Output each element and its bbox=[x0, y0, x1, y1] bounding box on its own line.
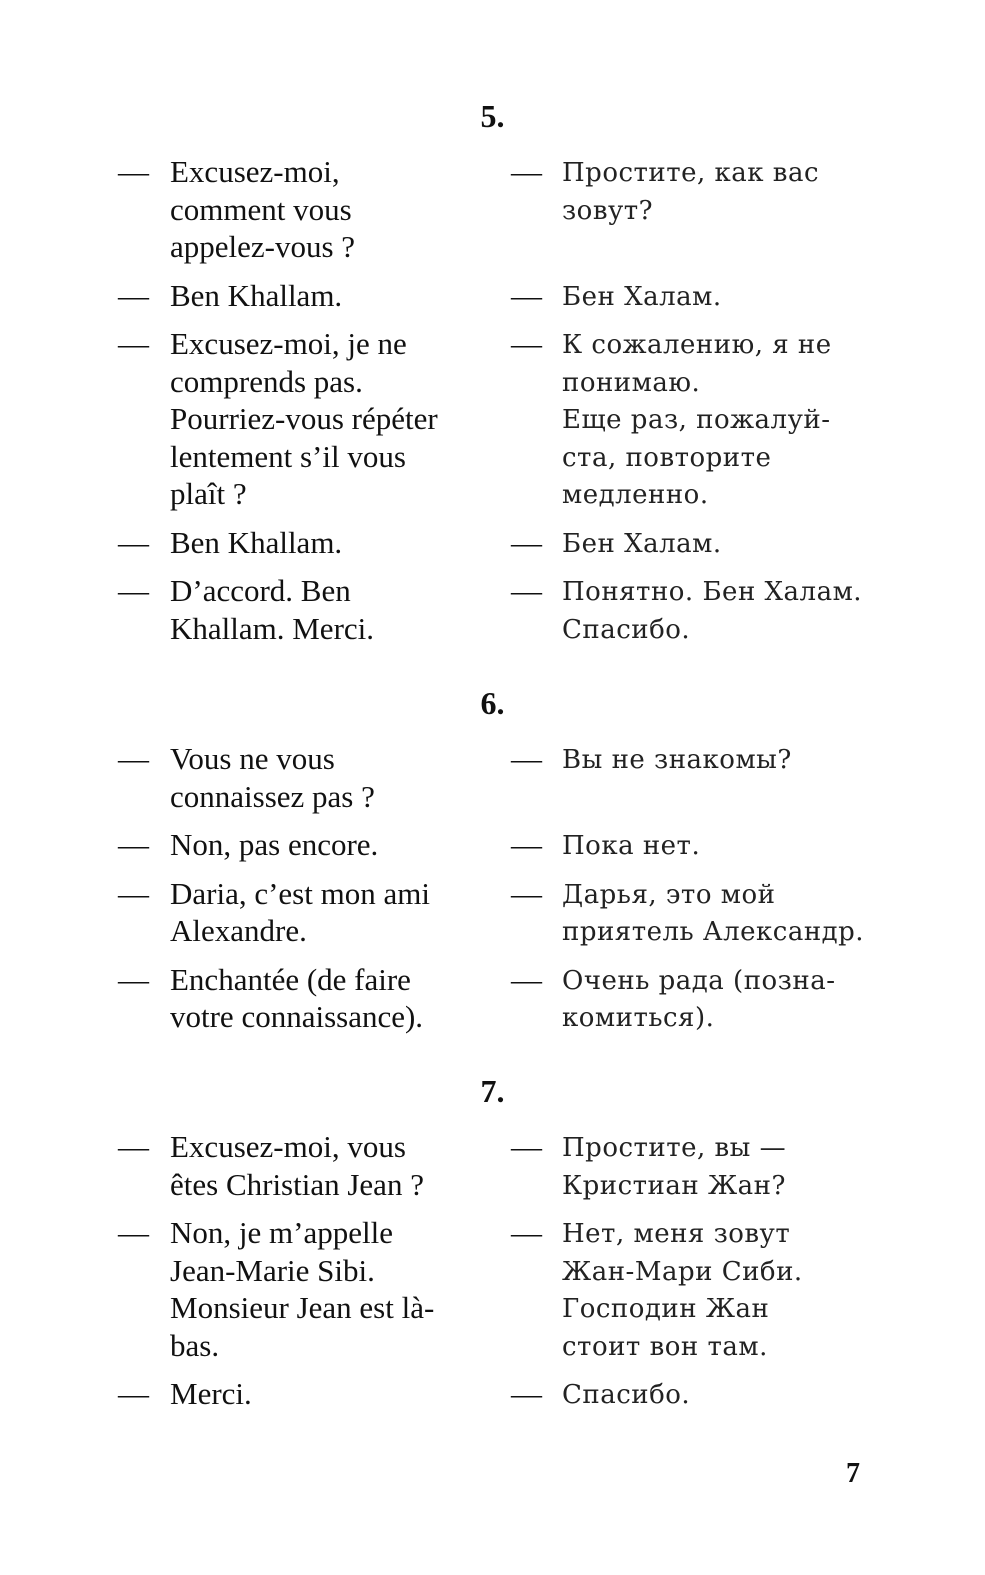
dialogue-dash: — bbox=[511, 277, 542, 313]
french-line: êtes Christian Jean ? bbox=[170, 1166, 424, 1202]
dialogue-dash: — bbox=[511, 961, 542, 997]
dialogue-dash: — bbox=[511, 1129, 542, 1164]
russian-line: ста, повторите bbox=[562, 442, 772, 473]
dialogue-dash: — bbox=[118, 827, 149, 862]
french-line: D’accord. Ben bbox=[170, 573, 351, 608]
french-line: lentement s’il vous bbox=[170, 438, 406, 474]
french-line: Merci. bbox=[170, 1376, 252, 1411]
dialogue-dash: — bbox=[511, 154, 542, 189]
russian-line: Вы не знакомы? bbox=[562, 745, 792, 775]
russian-line: стоит вон там. bbox=[562, 1331, 768, 1362]
french-line: Excusez-moi, je ne bbox=[170, 326, 407, 361]
french-line: Monsieur Jean est là- bbox=[170, 1290, 435, 1325]
dialogue-dash: — bbox=[511, 741, 542, 776]
russian-line: приятель Александр. bbox=[562, 917, 865, 947]
russian-line: Пока нет. bbox=[562, 831, 701, 861]
russian-line: Бен Халам. bbox=[562, 528, 722, 559]
french-line: Khallam. Merci. bbox=[170, 610, 375, 646]
french-line: bas. bbox=[170, 1327, 220, 1363]
french-line: Non, pas encore. bbox=[170, 827, 379, 862]
dialogue-dash: — bbox=[118, 961, 149, 997]
russian-line: К сожалению, я не bbox=[562, 330, 832, 360]
french-line: connaissez pas ? bbox=[170, 778, 375, 814]
dialogue-dash: — bbox=[118, 1129, 149, 1164]
dialogue-dash: — bbox=[118, 1215, 149, 1250]
french-line: appelez-vous ? bbox=[170, 229, 356, 264]
russian-line: Простите, как вас bbox=[562, 158, 820, 188]
russian-line: Простите, вы — bbox=[562, 1133, 787, 1163]
russian-line: Спасибо. bbox=[562, 1380, 691, 1410]
french-line: Enchantée (de faire bbox=[170, 961, 411, 997]
french-line: Non, je m’appelle bbox=[170, 1215, 393, 1250]
dialogue-dash: — bbox=[118, 277, 149, 313]
french-line: Pourriez-vous répéter bbox=[170, 401, 438, 436]
french-line: Excusez-moi, bbox=[170, 154, 340, 189]
dialogue-dash: — bbox=[118, 524, 149, 560]
russian-line: Очень рада (позна- bbox=[562, 965, 836, 996]
french-line: Excusez-moi, vous bbox=[170, 1129, 406, 1164]
page-number: 7 bbox=[846, 1458, 860, 1489]
russian-line: медленно. bbox=[562, 480, 709, 510]
dialogue-dash: — bbox=[511, 524, 542, 560]
dialogue-dash: — bbox=[118, 573, 149, 608]
russian-line: комиться). bbox=[562, 1003, 715, 1033]
russian-line: Кристиан Жан? bbox=[562, 1170, 786, 1201]
dialogue-dash: — bbox=[511, 326, 542, 361]
russian-line: Бен Халам. bbox=[562, 281, 722, 312]
russian-line: понимаю. bbox=[562, 367, 701, 398]
dialogue-dash: — bbox=[511, 573, 542, 608]
russian-line: Господин Жан bbox=[562, 1294, 770, 1324]
dialogue-dash: — bbox=[118, 875, 149, 911]
russian-line: Нет, меня зовут bbox=[562, 1219, 791, 1249]
dialogue-dash: — bbox=[511, 1376, 542, 1411]
section-number: 7. bbox=[480, 1073, 505, 1109]
french-line: Ben Khallam. bbox=[170, 277, 343, 313]
russian-line: Дарья, это мой bbox=[562, 879, 776, 910]
french-line: plaît ? bbox=[170, 476, 247, 511]
french-line: Vous ne vous bbox=[170, 741, 335, 776]
french-line: comment vous bbox=[170, 191, 352, 227]
russian-line: Понятно. Бен Халам. bbox=[562, 577, 863, 607]
french-line: comprends pas. bbox=[170, 363, 363, 399]
dialogue-dash: — bbox=[118, 1376, 149, 1411]
dialogue-dash: — bbox=[118, 326, 149, 361]
dialogue-dash: — bbox=[511, 875, 542, 911]
russian-line: Спасибо. bbox=[562, 614, 691, 645]
french-line: votre connaissance). bbox=[170, 999, 424, 1034]
french-line: Daria, c’est mon ami bbox=[170, 875, 430, 911]
section-number: 6. bbox=[480, 685, 505, 721]
dialogue-dash: — bbox=[511, 1215, 542, 1250]
section-number: 5. bbox=[480, 98, 505, 134]
russian-line: Жан-Мари Сиби. bbox=[562, 1256, 803, 1287]
dialogue-dash: — bbox=[118, 741, 149, 776]
russian-line: зовут? bbox=[562, 195, 654, 226]
russian-line: Еще раз, пожалуй- bbox=[562, 405, 831, 435]
french-line: Alexandre. bbox=[170, 913, 307, 948]
french-line: Ben Khallam. bbox=[170, 524, 343, 560]
dialogue-dash: — bbox=[511, 827, 542, 862]
dialogue-dash: — bbox=[118, 154, 149, 189]
french-line: Jean-Marie Sibi. bbox=[170, 1252, 375, 1288]
